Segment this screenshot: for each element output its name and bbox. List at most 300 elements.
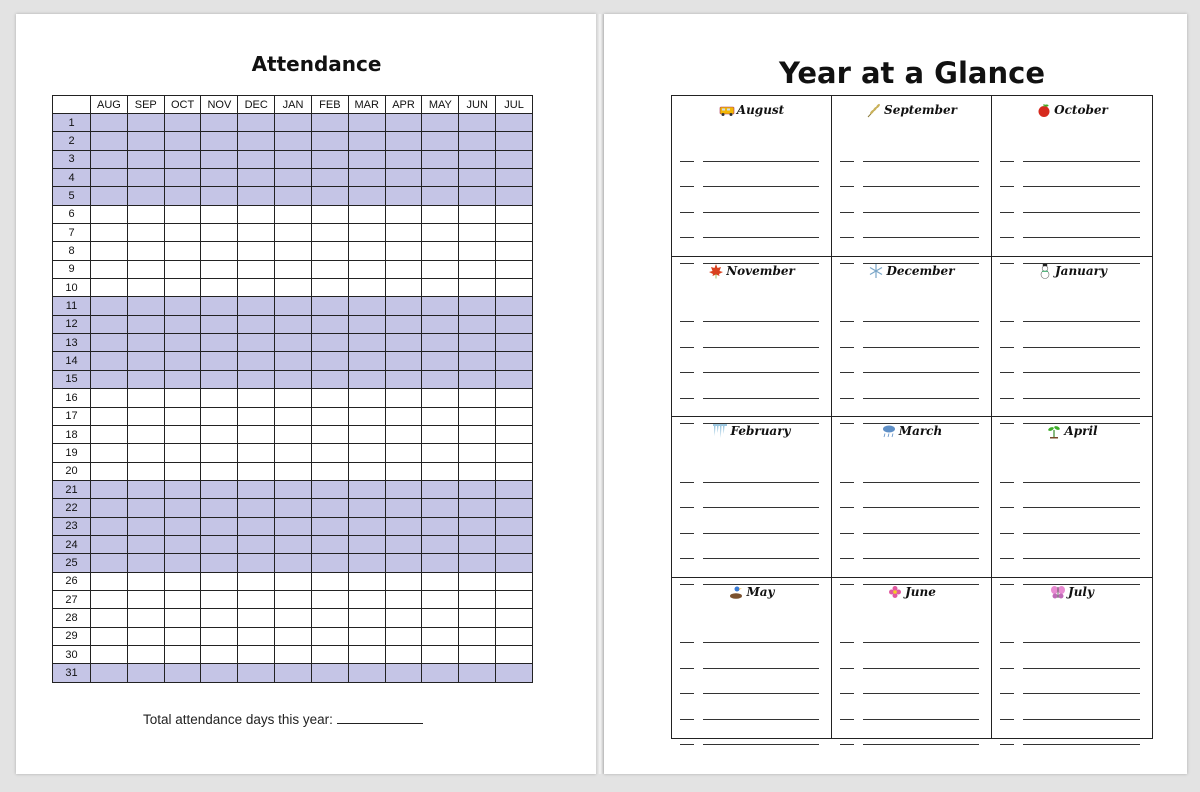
attendance-cell[interactable] xyxy=(127,150,164,168)
event-entry-line[interactable] xyxy=(1000,348,1140,374)
attendance-cell[interactable] xyxy=(311,664,348,683)
attendance-cell[interactable] xyxy=(238,114,275,132)
attendance-cell[interactable] xyxy=(422,297,459,315)
attendance-cell[interactable] xyxy=(91,315,128,333)
attendance-cell[interactable] xyxy=(385,554,422,572)
event-entry-line[interactable] xyxy=(680,297,819,323)
attendance-cell[interactable] xyxy=(311,407,348,425)
attendance-cell[interactable] xyxy=(201,517,238,535)
attendance-cell[interactable] xyxy=(348,114,385,132)
attendance-cell[interactable] xyxy=(275,444,312,462)
attendance-cell[interactable] xyxy=(275,609,312,627)
attendance-cell[interactable] xyxy=(496,150,533,168)
attendance-cell[interactable] xyxy=(275,334,312,352)
attendance-cell[interactable] xyxy=(127,444,164,462)
attendance-cell[interactable] xyxy=(238,627,275,645)
attendance-cell[interactable] xyxy=(496,205,533,223)
attendance-cell[interactable] xyxy=(422,535,459,553)
attendance-cell[interactable] xyxy=(91,297,128,315)
attendance-cell[interactable] xyxy=(201,407,238,425)
attendance-cell[interactable] xyxy=(496,169,533,187)
attendance-cell[interactable] xyxy=(91,444,128,462)
attendance-cell[interactable] xyxy=(422,169,459,187)
event-entry-line[interactable] xyxy=(840,720,979,746)
attendance-cell[interactable] xyxy=(459,334,496,352)
attendance-cell[interactable] xyxy=(275,389,312,407)
attendance-cell[interactable] xyxy=(459,389,496,407)
event-entry-line[interactable] xyxy=(1000,669,1140,695)
attendance-cell[interactable] xyxy=(385,224,422,242)
attendance-cell[interactable] xyxy=(385,150,422,168)
attendance-cell[interactable] xyxy=(164,370,201,388)
attendance-cell[interactable] xyxy=(311,242,348,260)
attendance-cell[interactable] xyxy=(275,425,312,443)
date-blank[interactable] xyxy=(840,744,854,745)
attendance-cell[interactable] xyxy=(385,187,422,205)
attendance-cell[interactable] xyxy=(91,242,128,260)
attendance-cell[interactable] xyxy=(311,645,348,663)
attendance-cell[interactable] xyxy=(459,627,496,645)
attendance-cell[interactable] xyxy=(311,389,348,407)
attendance-cell[interactable] xyxy=(127,260,164,278)
attendance-cell[interactable] xyxy=(127,315,164,333)
attendance-cell[interactable] xyxy=(275,205,312,223)
attendance-cell[interactable] xyxy=(459,132,496,150)
total-attendance-blank[interactable] xyxy=(337,712,423,724)
date-blank[interactable] xyxy=(1000,744,1014,745)
attendance-cell[interactable] xyxy=(422,645,459,663)
attendance-cell[interactable] xyxy=(459,150,496,168)
event-entry-line[interactable] xyxy=(680,720,819,746)
attendance-cell[interactable] xyxy=(91,114,128,132)
attendance-cell[interactable] xyxy=(127,499,164,517)
attendance-cell[interactable] xyxy=(201,352,238,370)
attendance-cell[interactable] xyxy=(311,572,348,590)
attendance-cell[interactable] xyxy=(311,187,348,205)
attendance-cell[interactable] xyxy=(201,297,238,315)
attendance-cell[interactable] xyxy=(459,517,496,535)
attendance-cell[interactable] xyxy=(127,169,164,187)
attendance-cell[interactable] xyxy=(238,224,275,242)
date-blank[interactable] xyxy=(680,744,694,745)
attendance-cell[interactable] xyxy=(164,315,201,333)
attendance-cell[interactable] xyxy=(91,590,128,608)
attendance-cell[interactable] xyxy=(459,279,496,297)
event-entry-line[interactable] xyxy=(840,348,979,374)
attendance-cell[interactable] xyxy=(91,554,128,572)
event-entry-line[interactable] xyxy=(680,348,819,374)
attendance-cell[interactable] xyxy=(238,150,275,168)
attendance-cell[interactable] xyxy=(164,150,201,168)
attendance-cell[interactable] xyxy=(422,150,459,168)
attendance-cell[interactable] xyxy=(91,260,128,278)
attendance-cell[interactable] xyxy=(385,590,422,608)
attendance-cell[interactable] xyxy=(348,645,385,663)
attendance-cell[interactable] xyxy=(164,205,201,223)
attendance-cell[interactable] xyxy=(164,572,201,590)
attendance-cell[interactable] xyxy=(459,609,496,627)
attendance-cell[interactable] xyxy=(311,462,348,480)
attendance-cell[interactable] xyxy=(459,260,496,278)
attendance-cell[interactable] xyxy=(164,169,201,187)
attendance-cell[interactable] xyxy=(496,535,533,553)
attendance-cell[interactable] xyxy=(348,462,385,480)
attendance-cell[interactable] xyxy=(459,370,496,388)
event-entry-line[interactable] xyxy=(1000,213,1140,239)
attendance-cell[interactable] xyxy=(238,242,275,260)
event-entry-line[interactable] xyxy=(840,669,979,695)
attendance-cell[interactable] xyxy=(385,132,422,150)
event-entry-line[interactable] xyxy=(840,483,979,509)
attendance-cell[interactable] xyxy=(311,260,348,278)
attendance-cell[interactable] xyxy=(201,425,238,443)
attendance-cell[interactable] xyxy=(91,279,128,297)
attendance-cell[interactable] xyxy=(496,279,533,297)
attendance-cell[interactable] xyxy=(127,370,164,388)
event-entry-line[interactable] xyxy=(840,457,979,483)
attendance-cell[interactable] xyxy=(422,444,459,462)
event-entry-line[interactable] xyxy=(840,322,979,348)
attendance-cell[interactable] xyxy=(385,572,422,590)
event-entry-line[interactable] xyxy=(680,457,819,483)
attendance-cell[interactable] xyxy=(164,664,201,683)
attendance-cell[interactable] xyxy=(385,315,422,333)
attendance-cell[interactable] xyxy=(164,224,201,242)
attendance-cell[interactable] xyxy=(201,224,238,242)
attendance-cell[interactable] xyxy=(496,297,533,315)
attendance-cell[interactable] xyxy=(385,297,422,315)
event-entry-line[interactable] xyxy=(680,136,819,162)
attendance-cell[interactable] xyxy=(311,114,348,132)
event-entry-line[interactable] xyxy=(840,136,979,162)
attendance-cell[interactable] xyxy=(311,609,348,627)
attendance-cell[interactable] xyxy=(348,297,385,315)
attendance-cell[interactable] xyxy=(164,535,201,553)
attendance-cell[interactable] xyxy=(127,572,164,590)
attendance-cell[interactable] xyxy=(459,645,496,663)
attendance-cell[interactable] xyxy=(164,260,201,278)
event-entry-line[interactable] xyxy=(680,373,819,399)
attendance-cell[interactable] xyxy=(164,499,201,517)
attendance-cell[interactable] xyxy=(496,315,533,333)
attendance-cell[interactable] xyxy=(127,334,164,352)
attendance-cell[interactable] xyxy=(496,114,533,132)
attendance-cell[interactable] xyxy=(164,554,201,572)
attendance-cell[interactable] xyxy=(348,444,385,462)
attendance-cell[interactable] xyxy=(422,315,459,333)
event-entry-line[interactable] xyxy=(1000,534,1140,560)
attendance-cell[interactable] xyxy=(91,609,128,627)
event-entry-line[interactable] xyxy=(840,373,979,399)
attendance-cell[interactable] xyxy=(348,279,385,297)
attendance-cell[interactable] xyxy=(459,444,496,462)
attendance-cell[interactable] xyxy=(91,572,128,590)
attendance-cell[interactable] xyxy=(201,205,238,223)
attendance-cell[interactable] xyxy=(201,187,238,205)
attendance-cell[interactable] xyxy=(459,297,496,315)
event-entry-line[interactable] xyxy=(680,187,819,213)
attendance-cell[interactable] xyxy=(275,535,312,553)
attendance-cell[interactable] xyxy=(496,554,533,572)
attendance-cell[interactable] xyxy=(422,407,459,425)
event-blank[interactable] xyxy=(863,744,979,745)
attendance-cell[interactable] xyxy=(311,627,348,645)
event-entry-line[interactable] xyxy=(1000,508,1140,534)
attendance-cell[interactable] xyxy=(422,462,459,480)
attendance-cell[interactable] xyxy=(164,425,201,443)
attendance-cell[interactable] xyxy=(127,224,164,242)
event-entry-line[interactable] xyxy=(840,643,979,669)
attendance-cell[interactable] xyxy=(422,425,459,443)
attendance-cell[interactable] xyxy=(385,645,422,663)
attendance-cell[interactable] xyxy=(127,462,164,480)
attendance-cell[interactable] xyxy=(348,352,385,370)
attendance-cell[interactable] xyxy=(385,370,422,388)
attendance-cell[interactable] xyxy=(311,205,348,223)
attendance-cell[interactable] xyxy=(238,590,275,608)
attendance-cell[interactable] xyxy=(275,315,312,333)
attendance-cell[interactable] xyxy=(201,462,238,480)
attendance-cell[interactable] xyxy=(422,187,459,205)
attendance-cell[interactable] xyxy=(496,480,533,498)
attendance-cell[interactable] xyxy=(496,590,533,608)
attendance-cell[interactable] xyxy=(422,609,459,627)
attendance-cell[interactable] xyxy=(275,224,312,242)
attendance-cell[interactable] xyxy=(385,535,422,553)
attendance-cell[interactable] xyxy=(385,609,422,627)
event-blank[interactable] xyxy=(1023,744,1140,745)
attendance-cell[interactable] xyxy=(201,242,238,260)
attendance-cell[interactable] xyxy=(496,609,533,627)
attendance-cell[interactable] xyxy=(238,664,275,683)
attendance-cell[interactable] xyxy=(91,627,128,645)
attendance-cell[interactable] xyxy=(459,187,496,205)
attendance-cell[interactable] xyxy=(164,187,201,205)
attendance-cell[interactable] xyxy=(311,444,348,462)
attendance-cell[interactable] xyxy=(127,535,164,553)
attendance-cell[interactable] xyxy=(348,187,385,205)
attendance-cell[interactable] xyxy=(311,517,348,535)
attendance-cell[interactable] xyxy=(238,517,275,535)
attendance-cell[interactable] xyxy=(422,499,459,517)
attendance-cell[interactable] xyxy=(348,242,385,260)
event-entry-line[interactable] xyxy=(840,162,979,188)
attendance-cell[interactable] xyxy=(127,627,164,645)
attendance-cell[interactable] xyxy=(127,352,164,370)
attendance-cell[interactable] xyxy=(91,462,128,480)
attendance-cell[interactable] xyxy=(422,554,459,572)
attendance-cell[interactable] xyxy=(459,499,496,517)
attendance-cell[interactable] xyxy=(91,389,128,407)
attendance-cell[interactable] xyxy=(164,609,201,627)
attendance-cell[interactable] xyxy=(201,645,238,663)
attendance-cell[interactable] xyxy=(311,590,348,608)
attendance-cell[interactable] xyxy=(311,334,348,352)
attendance-cell[interactable] xyxy=(127,132,164,150)
attendance-cell[interactable] xyxy=(422,132,459,150)
attendance-cell[interactable] xyxy=(459,205,496,223)
attendance-cell[interactable] xyxy=(385,480,422,498)
attendance-cell[interactable] xyxy=(238,554,275,572)
attendance-cell[interactable] xyxy=(127,554,164,572)
attendance-cell[interactable] xyxy=(201,444,238,462)
event-entry-line[interactable] xyxy=(1000,483,1140,509)
attendance-cell[interactable] xyxy=(91,187,128,205)
attendance-cell[interactable] xyxy=(238,370,275,388)
event-entry-line[interactable] xyxy=(840,508,979,534)
attendance-cell[interactable] xyxy=(238,572,275,590)
attendance-cell[interactable] xyxy=(164,114,201,132)
attendance-cell[interactable] xyxy=(238,462,275,480)
attendance-cell[interactable] xyxy=(385,114,422,132)
attendance-cell[interactable] xyxy=(496,444,533,462)
attendance-cell[interactable] xyxy=(385,205,422,223)
attendance-cell[interactable] xyxy=(127,425,164,443)
attendance-cell[interactable] xyxy=(275,499,312,517)
event-entry-line[interactable] xyxy=(840,213,979,239)
attendance-cell[interactable] xyxy=(127,480,164,498)
attendance-cell[interactable] xyxy=(201,554,238,572)
attendance-cell[interactable] xyxy=(238,352,275,370)
attendance-cell[interactable] xyxy=(459,407,496,425)
attendance-cell[interactable] xyxy=(201,627,238,645)
attendance-cell[interactable] xyxy=(496,645,533,663)
attendance-cell[interactable] xyxy=(459,169,496,187)
event-entry-line[interactable] xyxy=(840,187,979,213)
attendance-cell[interactable] xyxy=(127,187,164,205)
attendance-cell[interactable] xyxy=(238,297,275,315)
attendance-cell[interactable] xyxy=(164,444,201,462)
attendance-cell[interactable] xyxy=(385,425,422,443)
attendance-cell[interactable] xyxy=(422,334,459,352)
event-entry-line[interactable] xyxy=(680,213,819,239)
attendance-cell[interactable] xyxy=(238,132,275,150)
attendance-cell[interactable] xyxy=(385,444,422,462)
attendance-cell[interactable] xyxy=(275,187,312,205)
event-entry-line[interactable] xyxy=(1000,694,1140,720)
attendance-cell[interactable] xyxy=(201,499,238,517)
attendance-cell[interactable] xyxy=(459,664,496,683)
attendance-cell[interactable] xyxy=(496,664,533,683)
attendance-cell[interactable] xyxy=(164,627,201,645)
attendance-cell[interactable] xyxy=(422,370,459,388)
attendance-cell[interactable] xyxy=(201,609,238,627)
attendance-cell[interactable] xyxy=(496,352,533,370)
attendance-cell[interactable] xyxy=(201,260,238,278)
attendance-cell[interactable] xyxy=(275,114,312,132)
attendance-cell[interactable] xyxy=(496,187,533,205)
attendance-cell[interactable] xyxy=(127,114,164,132)
attendance-cell[interactable] xyxy=(348,499,385,517)
attendance-cell[interactable] xyxy=(496,572,533,590)
attendance-cell[interactable] xyxy=(459,315,496,333)
attendance-cell[interactable] xyxy=(422,352,459,370)
attendance-cell[interactable] xyxy=(275,554,312,572)
attendance-cell[interactable] xyxy=(127,517,164,535)
attendance-cell[interactable] xyxy=(127,609,164,627)
attendance-cell[interactable] xyxy=(459,554,496,572)
attendance-cell[interactable] xyxy=(496,462,533,480)
attendance-cell[interactable] xyxy=(422,242,459,260)
attendance-cell[interactable] xyxy=(275,242,312,260)
attendance-cell[interactable] xyxy=(91,645,128,663)
attendance-cell[interactable] xyxy=(422,114,459,132)
attendance-cell[interactable] xyxy=(311,480,348,498)
attendance-cell[interactable] xyxy=(385,627,422,645)
attendance-cell[interactable] xyxy=(238,205,275,223)
attendance-cell[interactable] xyxy=(275,370,312,388)
attendance-cell[interactable] xyxy=(348,590,385,608)
attendance-cell[interactable] xyxy=(275,150,312,168)
attendance-cell[interactable] xyxy=(164,407,201,425)
attendance-cell[interactable] xyxy=(311,535,348,553)
attendance-cell[interactable] xyxy=(275,169,312,187)
attendance-cell[interactable] xyxy=(459,572,496,590)
event-entry-line[interactable] xyxy=(1000,136,1140,162)
attendance-cell[interactable] xyxy=(422,224,459,242)
attendance-cell[interactable] xyxy=(91,664,128,683)
attendance-cell[interactable] xyxy=(348,205,385,223)
attendance-cell[interactable] xyxy=(275,590,312,608)
attendance-cell[interactable] xyxy=(385,462,422,480)
attendance-cell[interactable] xyxy=(459,352,496,370)
event-entry-line[interactable] xyxy=(680,694,819,720)
attendance-cell[interactable] xyxy=(496,389,533,407)
attendance-cell[interactable] xyxy=(238,407,275,425)
event-entry-line[interactable] xyxy=(1000,373,1140,399)
attendance-cell[interactable] xyxy=(91,370,128,388)
attendance-cell[interactable] xyxy=(496,334,533,352)
attendance-cell[interactable] xyxy=(275,645,312,663)
attendance-cell[interactable] xyxy=(127,297,164,315)
attendance-cell[interactable] xyxy=(91,425,128,443)
attendance-cell[interactable] xyxy=(275,407,312,425)
attendance-cell[interactable] xyxy=(496,425,533,443)
event-entry-line[interactable] xyxy=(1000,643,1140,669)
attendance-cell[interactable] xyxy=(422,260,459,278)
attendance-cell[interactable] xyxy=(238,444,275,462)
attendance-cell[interactable] xyxy=(385,517,422,535)
attendance-cell[interactable] xyxy=(348,517,385,535)
attendance-cell[interactable] xyxy=(238,187,275,205)
attendance-cell[interactable] xyxy=(127,242,164,260)
attendance-cell[interactable] xyxy=(422,627,459,645)
attendance-cell[interactable] xyxy=(311,297,348,315)
attendance-cell[interactable] xyxy=(91,480,128,498)
attendance-cell[interactable] xyxy=(348,609,385,627)
attendance-cell[interactable] xyxy=(496,517,533,535)
attendance-cell[interactable] xyxy=(164,297,201,315)
attendance-cell[interactable] xyxy=(311,425,348,443)
attendance-cell[interactable] xyxy=(459,535,496,553)
attendance-cell[interactable] xyxy=(348,224,385,242)
attendance-cell[interactable] xyxy=(311,169,348,187)
attendance-cell[interactable] xyxy=(348,425,385,443)
attendance-cell[interactable] xyxy=(496,242,533,260)
event-entry-line[interactable] xyxy=(680,534,819,560)
attendance-cell[interactable] xyxy=(311,370,348,388)
attendance-cell[interactable] xyxy=(127,389,164,407)
event-entry-line[interactable] xyxy=(680,322,819,348)
attendance-cell[interactable] xyxy=(164,480,201,498)
attendance-cell[interactable] xyxy=(311,279,348,297)
attendance-cell[interactable] xyxy=(311,150,348,168)
attendance-cell[interactable] xyxy=(91,352,128,370)
attendance-cell[interactable] xyxy=(348,407,385,425)
attendance-cell[interactable] xyxy=(348,132,385,150)
attendance-cell[interactable] xyxy=(311,554,348,572)
attendance-cell[interactable] xyxy=(496,407,533,425)
